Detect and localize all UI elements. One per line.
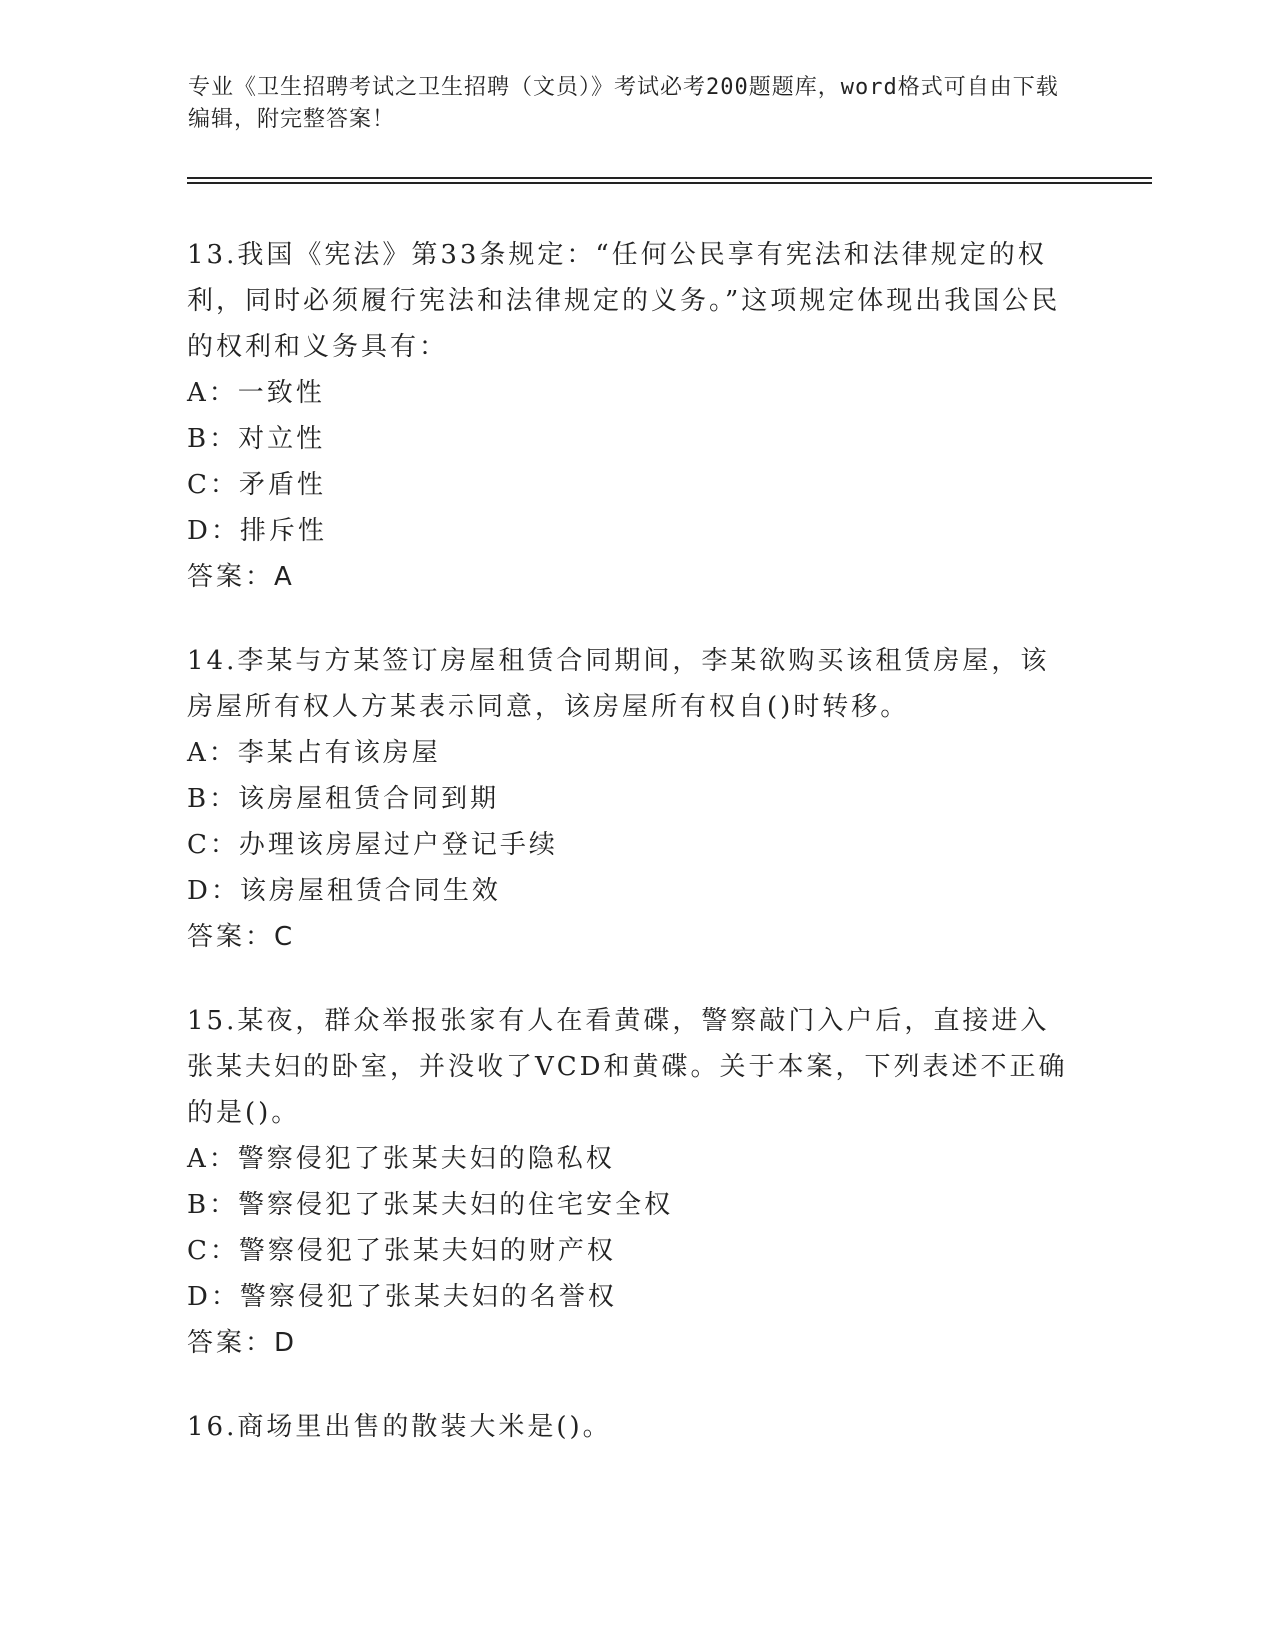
- question-text: 16.商场里出售的散装大米是()。: [187, 1412, 612, 1442]
- option-d: D：警察侵犯了张某夫妇的名誉权: [187, 1282, 617, 1312]
- document-header: 专业《卫生招聘考试之卫生招聘（文员）》考试必考200题题库，word格式可自由下载编辑，附完整答案！: [188, 75, 1059, 132]
- option-b: B：该房屋租赁合同到期: [187, 784, 500, 814]
- header-divider-bottom: [187, 182, 1152, 184]
- question-list: [187, 232, 1077, 1450]
- option-a: A：李某占有该房屋: [187, 738, 441, 768]
- answer: 答案：D: [187, 1328, 298, 1358]
- question-text: 14.李某与方某签订房屋租赁合同期间，李某欲购买该租赁房屋，该房屋所有权人方某表示同意，该房屋所有权自()时转移。: [187, 646, 1050, 722]
- option-c: C：办理该房屋过户登记手续: [187, 830, 558, 860]
- question-16: [187, 1404, 1077, 1450]
- question-14: [187, 638, 1077, 960]
- answer: 答案：C: [187, 922, 296, 952]
- option-a: A：一致性: [187, 378, 325, 408]
- option-b: B：对立性: [187, 424, 326, 454]
- option-c: C：警察侵犯了张某夫妇的财产权: [187, 1236, 616, 1266]
- header-divider-top: [187, 177, 1152, 179]
- option-d: D：排斥性: [187, 516, 327, 546]
- option-c: C：矛盾性: [187, 470, 326, 500]
- question-text: 13.我国《宪法》第33条规定：“任何公民享有宪法和法律规定的权利，同时必须履行宪法和法律规定的义务。”这项规定体现出我国公民的权利和义务具有：: [187, 240, 1061, 362]
- option-b: B：警察侵犯了张某夫妇的住宅安全权: [187, 1190, 674, 1220]
- option-d: D：该房屋租赁合同生效: [187, 876, 501, 906]
- question-15: [187, 998, 1077, 1366]
- question-text: 15.某夜，群众举报张家有人在看黄碟，警察敲门入户后，直接进入张某夫妇的卧室，并没收了VCD和黄碟。关于本案，下列表述不正确的是()。: [187, 1006, 1068, 1128]
- option-a: A：警察侵犯了张某夫妇的隐私权: [187, 1144, 615, 1174]
- answer: 答案：A: [187, 562, 295, 592]
- question-13: [187, 232, 1077, 600]
